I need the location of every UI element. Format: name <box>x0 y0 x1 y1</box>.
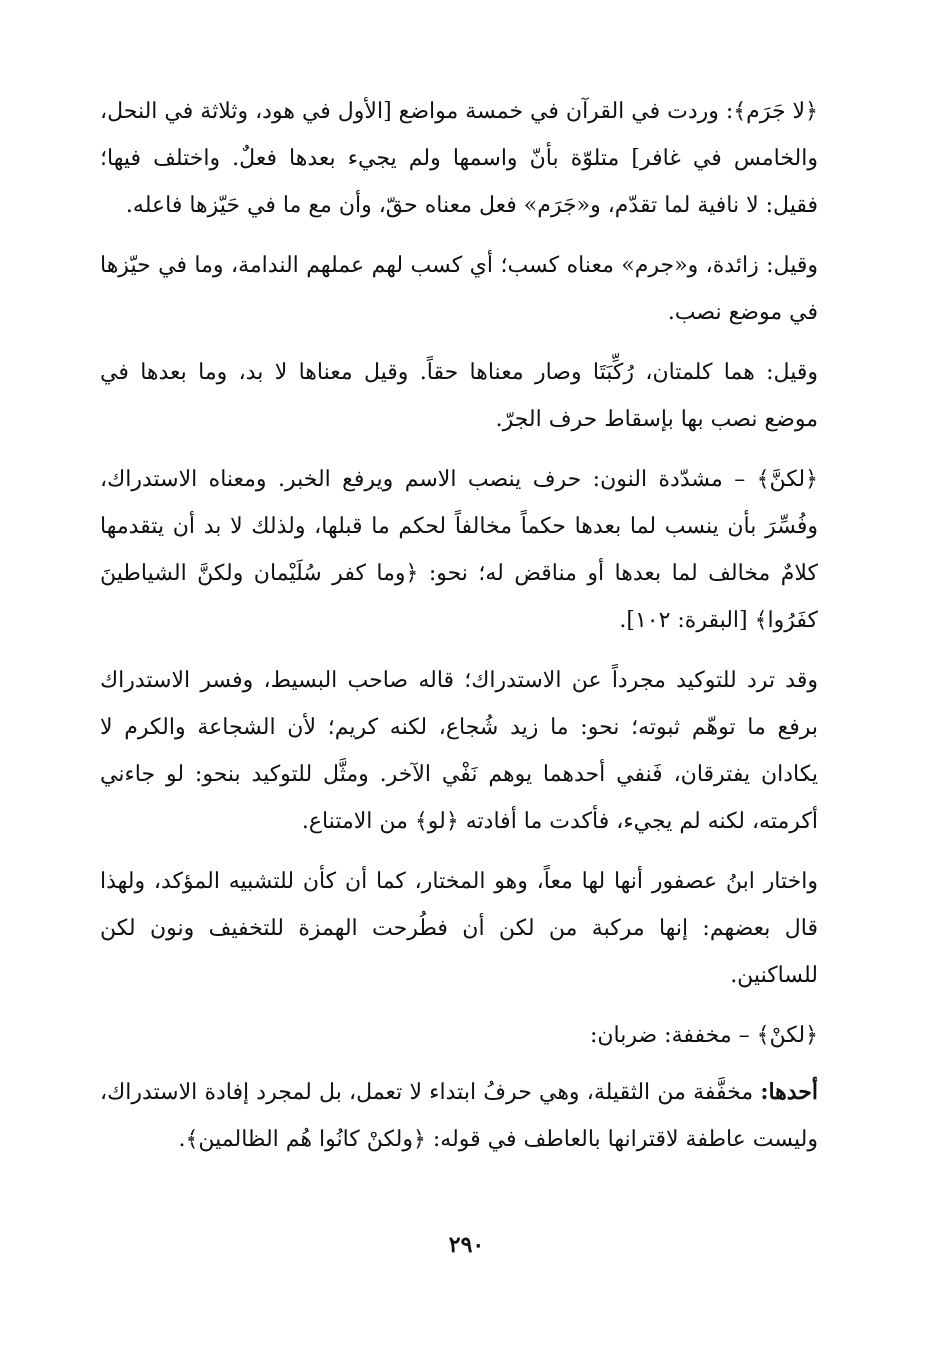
paragraph-zaida: وقيل: زائدة، و«جرم» معناه كسب؛ أي كسب لهم عملهم الندامة، وما في حيّزها في موضع نصب. <box>100 253 818 325</box>
paragraph-ibn-usfur: واختار ابنُ عصفور أنها لها معاً، وهو المختار، كما أن كأن للتشبيه المؤكد، ولهذا قال بعضهم: إنها مركبة من لكن أن فطُرحت الهمزة للتخفيف ونون لكن للساكنين. <box>100 869 818 988</box>
paragraph-ahaduhuma <box>100 1069 818 1163</box>
paragraph-lakin-mukhaffafa: ﴿لكنْ﴾ – مخففة: ضربان: <box>589 1023 818 1048</box>
paragraph-text: مخفَّفة من الثقيلة، وهي حرفُ ابتداء لا تعمل، بل لمجرد إفادة الاستدراك، وليست عاطفة لاقترانها بالعاطف في قوله: ﴿ولكنْ كانُوا هُم الظالمين﴾. <box>100 1080 818 1152</box>
paragraph-kalimatan: وقيل: هما كلمتان، رُكِّبَتَا وصار معناها حقاً. وقيل معناها لا بد، وما بعدها في موضع نصب بها بإسقاط حرف الجرّ. <box>100 360 818 432</box>
paragraph-tawkid: وقد ترد للتوكيد مجرداً عن الاستدراك؛ قاله صاحب البسيط، وفسر الاستدراك برفع ما توهّم ثبوته؛ نحو: ما زيد شُجاع، لكنه كريم؛ لأن الشجاعة والكرم لا يكادان يفترقان، فَنفي أحدهما يوهم نَفْي الآخر. ومثَّل للتوكيد بنحو: لو جاءني أكرمته، لكنه لم يجيء، فأكدت ما أفادته ﴿لو﴾ من الامتناع. <box>100 668 818 834</box>
page-body <box>100 88 818 1278</box>
paragraph-la-jaram: ﴿لا جَرَم﴾: وردت في القرآن في خمسة مواضع [الأول في هود، وثلاثة في النحل، والخامس في غافر] متلوّة بأنّ واسمها ولم يجيء بعدها فعلٌ. واختلف فيها؛ فقيل: لا نافية لما تقدّم، و«جَرَم» فعل معناه حقّ، وأن مع ما في حَيّزها فاعله. <box>100 99 818 218</box>
paragraph-lakinna: ﴿لكنَّ﴾ – مشدّدة النون: حرف ينصب الاسم ويرفع الخبر. ومعناه الاستدراك، وفُسِّرَ بأن ينسب لما بعدها حكماً مخالفاً لحكم ما قبلها، ولذلك لا بد أن يتقدمها كلامٌ مخالف لما بعدها أو مناقض له؛ نحو: ﴿وما كفر سُلَيْمان ولكنَّ الشياطينَ كفَرُوا﴾ [البقرة: ١٠٢]. <box>100 467 818 633</box>
page-number: ٢٩٠ <box>448 1232 485 1258</box>
paragraph-label: أحدها: <box>760 1079 819 1105</box>
